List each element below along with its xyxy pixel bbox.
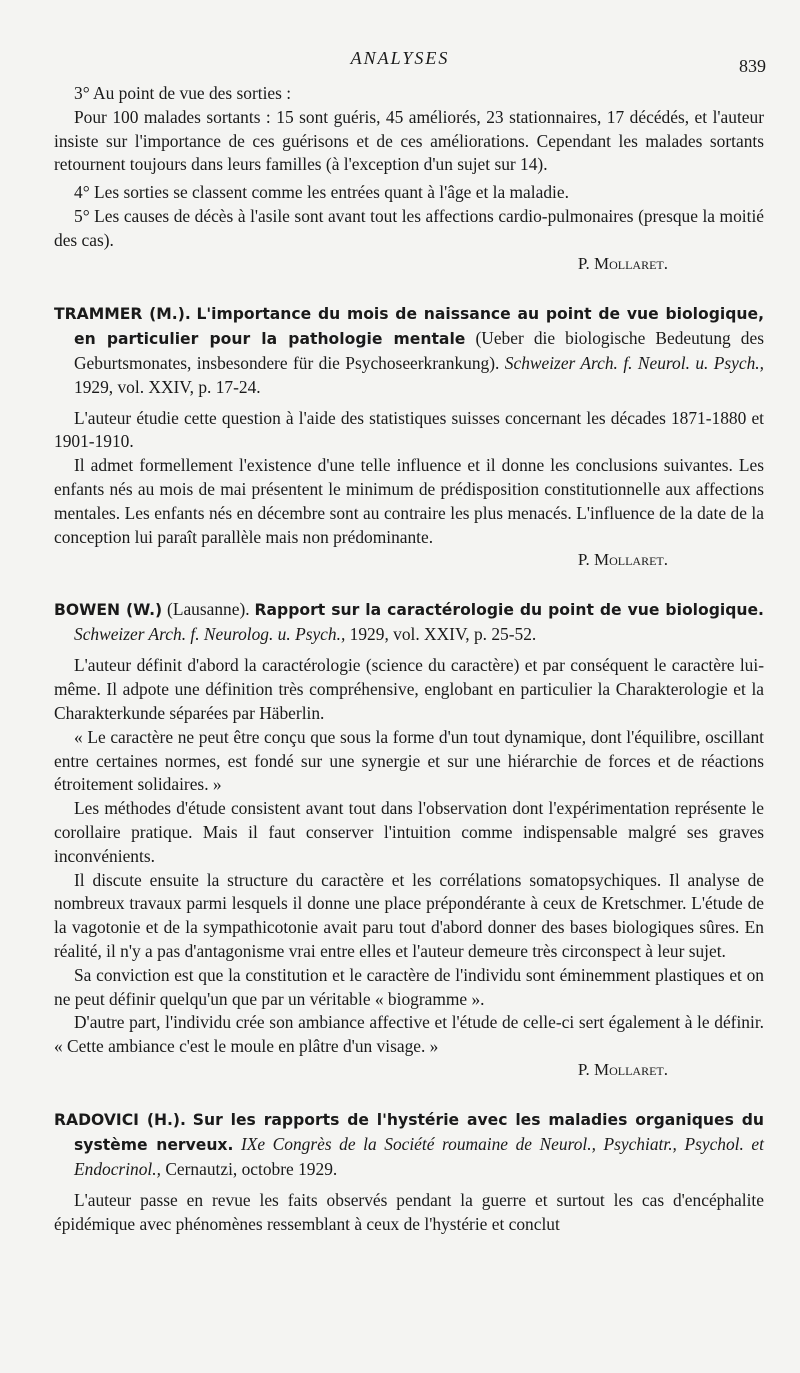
page-number: 839: [739, 56, 766, 76]
paragraph: Les méthodes d'étude consistent avant tout dans l'observation dont l'expérimentation représente le corollaire pratique. Mais il faut conserver l'intuition comme indispensable malgré ses graves inconvénients.: [54, 798, 764, 866]
signature: P. Mollaret.: [577, 550, 668, 570]
entry-heading: [54, 1107, 764, 1181]
journal-name: IXe Congrès de la Société roumaine de Neurol., Psychiatr., Psychol. et Endocrinol.,: [74, 1133, 764, 1179]
author-location: (Lausanne).: [167, 599, 250, 620]
signature: P. Mollaret.: [577, 253, 668, 273]
reference: 1929, vol. XXIV, p. 17-24.: [74, 376, 261, 397]
paragraph: Sa conviction est que la constitution et le caractère de l'individu sont éminemment plastiques et on ne peut définir quelqu'un que par un véritable « biogramme ».: [54, 964, 764, 1009]
paragraph: L'auteur passe en revue les faits observés pendant la guerre et surtout les cas d'encéphalite épidémique avec phénomènes ressemblant à ceux de l'hystérie et conclut: [54, 1189, 764, 1234]
journal-name: Schweizer Arch. f. Neurolog. u. Psych.,: [74, 624, 346, 645]
author-name: TRAMMER (M.).: [54, 304, 191, 323]
paragraph: « Le caractère ne peut être conçu que sous la forme d'un tout dynamique, dont l'équilibre, oscillant entre certaines normes, est fondé sur une synergie et sur une hiérarchie de forces et de réactions étroitement solidaires. »: [54, 726, 764, 795]
paragraph: 3° Au point de vue des sorties :: [74, 83, 292, 103]
paragraph: D'autre part, l'individu crée son ambiance affective et l'étude de celle-ci sert également à le définir. « Cette ambiance c'est le moule en plâtre d'un visage. »: [54, 1012, 764, 1057]
review-entry-radovici: [54, 1107, 764, 1237]
running-title: ANALYSES: [350, 48, 450, 68]
reference: 1929, vol. XXIV, p. 25-52.: [349, 624, 537, 645]
paragraph: 4° Les sorties se classent comme les entrées quant à l'âge et la maladie.: [74, 182, 569, 203]
article-title: Sur les rapports de l'hystérie avec les maladies organiques du système nerveux.: [74, 1110, 764, 1154]
paragraph: 5° Les causes de décès à l'asile sont avant tout les affections cardio-pulmonaires (presque la moitié des cas).: [54, 205, 764, 250]
paragraph: L'auteur définit d'abord la caractérologie (science du caractère) et par conséquent le caractère lui-même. Il adpote une définition très compréhensive, englobant en particulier la Charakterologie et la Charakterkunde séparées par Häberlin.: [54, 655, 764, 723]
entry-heading: [54, 597, 764, 646]
paragraph: Pour 100 malades sortants : 15 sont guéris, 45 améliorés, 23 stationnaires, 17 décédés, et l'auteur insiste sur l'importance de ces guérisons et de ces améliorations. Cependant les malades sortants retournent toujours dans leurs familles (à l'exception d'un sujet sur 14).: [54, 106, 764, 175]
paragraph: L'auteur étudie cette question à l'aide des statistiques suisses concernant les décades 1871-1880 et 1901-1910.: [54, 407, 764, 452]
author-name: BOWEN (W.): [54, 601, 163, 620]
article-title: Rapport sur la caractérologie du point de vue biologique.: [254, 601, 764, 620]
article-subtitle: (Ueber die biologische Bedeutung des Geburtsmonates, insbesondere für die Psychoseerkrankung).: [74, 327, 764, 373]
signature: P. Mollaret.: [577, 1059, 668, 1079]
paragraph: Il discute ensuite la structure du caractère et les corrélations somatopsychiques. Il analyse de nombreux travaux parmi lesquels il donne une place prépondérante à ceux de Kretschmer. L'étude de la vagotonie et de la sympathicotonie avait paru tout d'abord donner des bases biologiques sûres. En réalité, il n'y a pas d'antagonisme vrai entre elles et l'auteur demeure très circonspect à leur sujet.: [54, 869, 764, 961]
reference: Cernautzi, octobre 1929.: [165, 1158, 338, 1179]
article-title: L'importance du mois de naissance au point de vue biologique, en particulier pour la pathologie mentale: [74, 304, 764, 348]
author-name: RADOVICI (H.).: [54, 1110, 186, 1129]
review-entry-trammer: [54, 301, 764, 572]
paragraph: Il admet formellement l'existence d'une telle influence et il donne les conclusions suivantes. Les enfants nés au mois de mai présentent le minimum de prédisposition constitutionnelle aux affections mentales. Les enfants nés en décembre sont au contraire les plus menacés. L'influence de la date de la conception lui paraît parallèle mais non prédominante.: [54, 455, 764, 547]
entry-heading: [54, 301, 764, 399]
review-entry-bowen: [54, 597, 764, 1081]
page-content: [54, 82, 764, 1237]
journal-name: Schweizer Arch. f. Neurol. u. Psych.,: [504, 352, 764, 373]
